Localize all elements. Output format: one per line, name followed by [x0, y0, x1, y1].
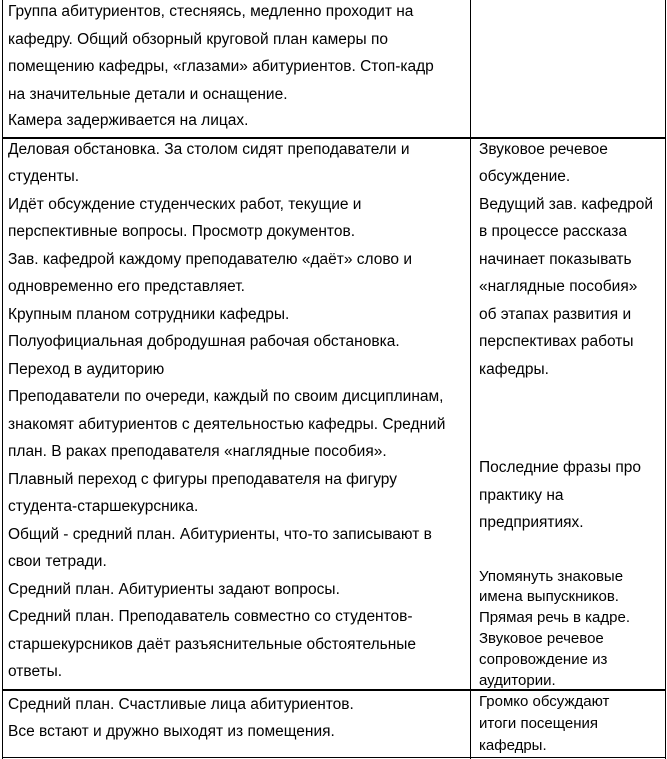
row2-right-text: Последние фразы про: [479, 459, 642, 476]
row-divider: [2, 138, 666, 139]
row2-left-text: старшекурсников даёт разъяснительные обстоятельные: [8, 636, 417, 653]
row3-right-text: кафедры.: [479, 737, 547, 754]
row3-right-text: итоги посещения: [479, 715, 599, 732]
row2-left-text: Зав. кафедрой каждому преподавателю «даёт» слово и: [8, 251, 412, 268]
row2-left-text: перспективные вопросы. Просмотр документов.: [8, 223, 356, 240]
row2-right-text: обсуждение.: [479, 168, 571, 185]
row2-right-text: начинает показывать: [479, 251, 632, 268]
row2-left-text: ответы.: [8, 663, 63, 680]
row2-left-text: Полуофициальная добродушная рабочая обстановка.: [8, 333, 400, 350]
row2-left-text: Средний план. Преподаватель совместно со студентов-: [8, 608, 413, 625]
row2-left-text: Идёт обсуждение студенческих работ, текущие и: [8, 196, 362, 213]
row1-left-text: помещению кафедры, «глазами» абитуриентов. Стоп-кадр: [8, 58, 434, 75]
row2-right-text: об этапах развития и: [479, 306, 632, 323]
row2-right-text: практику на: [479, 487, 564, 504]
row2-right-text: в процессе рассказа: [479, 223, 627, 240]
row2-left-text: Крупным планом сотрудники кафедры.: [8, 306, 290, 323]
row2-left-text: Деловая обстановка. За столом сидят преподаватели и: [8, 141, 410, 158]
row3-right-text: Громко обсуждают: [479, 693, 610, 710]
row2-right-text: Звуковое речевое: [479, 630, 604, 647]
row2-right-text: сопровождение из: [479, 651, 608, 668]
row2-left-text: Плавный переход с фигуры преподавателя на фигуру: [8, 471, 397, 488]
row2-left-text: Общий - средний план. Абитуриенты, что-то записывают в: [8, 526, 432, 543]
row2-left-text: Средний план. Абитуриенты задают вопросы.: [8, 581, 340, 598]
row2-right-text: аудитории.: [479, 672, 556, 689]
row2-left-text: студенты.: [8, 168, 80, 185]
row2-right-text: Ведущий зав. кафедрой: [479, 196, 654, 213]
row2-right-text: кафедры.: [479, 361, 549, 378]
row1-left-text: кафедру. Общий обзорный круговой план камеры по: [8, 31, 388, 48]
row2-right-text: Упомянуть знаковые: [479, 568, 624, 585]
column-divider: [470, 0, 471, 759]
row1-left-text: Камера задерживается на лицах.: [8, 112, 249, 129]
row1-left-text: на значительные детали и оснащение.: [8, 86, 288, 103]
row-divider: [2, 690, 666, 691]
row2-left-text: план. В раках преподавателя «наглядные пособия».: [8, 443, 387, 460]
table-border-bottom: [2, 757, 666, 758]
table-border-left: [2, 0, 3, 759]
row2-left-text: Преподаватели по очереди, каждый по своим дисциплинам,: [8, 388, 444, 405]
row1-left-text: Группа абитуриентов, стесняясь, медленно проходит на: [8, 3, 414, 20]
row2-left-text: одновременно его представляет.: [8, 278, 245, 295]
row2-right-text: имена выпускников.: [479, 588, 619, 605]
row2-left-text: знакомят абитуриентов с деятельностью кафедры. Средний: [8, 416, 446, 433]
row2-left-text: студента-старшекурсника.: [8, 498, 199, 515]
row2-left-text: Переход в аудиторию: [8, 361, 165, 378]
row3-left-text: Все встают и дружно выходят из помещения.: [8, 723, 335, 740]
row2-right-text: «наглядные пособия»: [479, 278, 638, 295]
row2-right-text: предприятиях.: [479, 514, 584, 531]
row3-left-text: Средний план. Счастливые лица абитуриентов.: [8, 696, 354, 713]
table-border-right: [665, 0, 666, 759]
row2-left-text: свои тетради.: [8, 553, 107, 570]
row2-right-text: перспективах работы: [479, 333, 634, 350]
row2-right-text: Прямая речь в кадре.: [479, 609, 630, 626]
row2-right-text: Звуковое речевое: [479, 141, 608, 158]
